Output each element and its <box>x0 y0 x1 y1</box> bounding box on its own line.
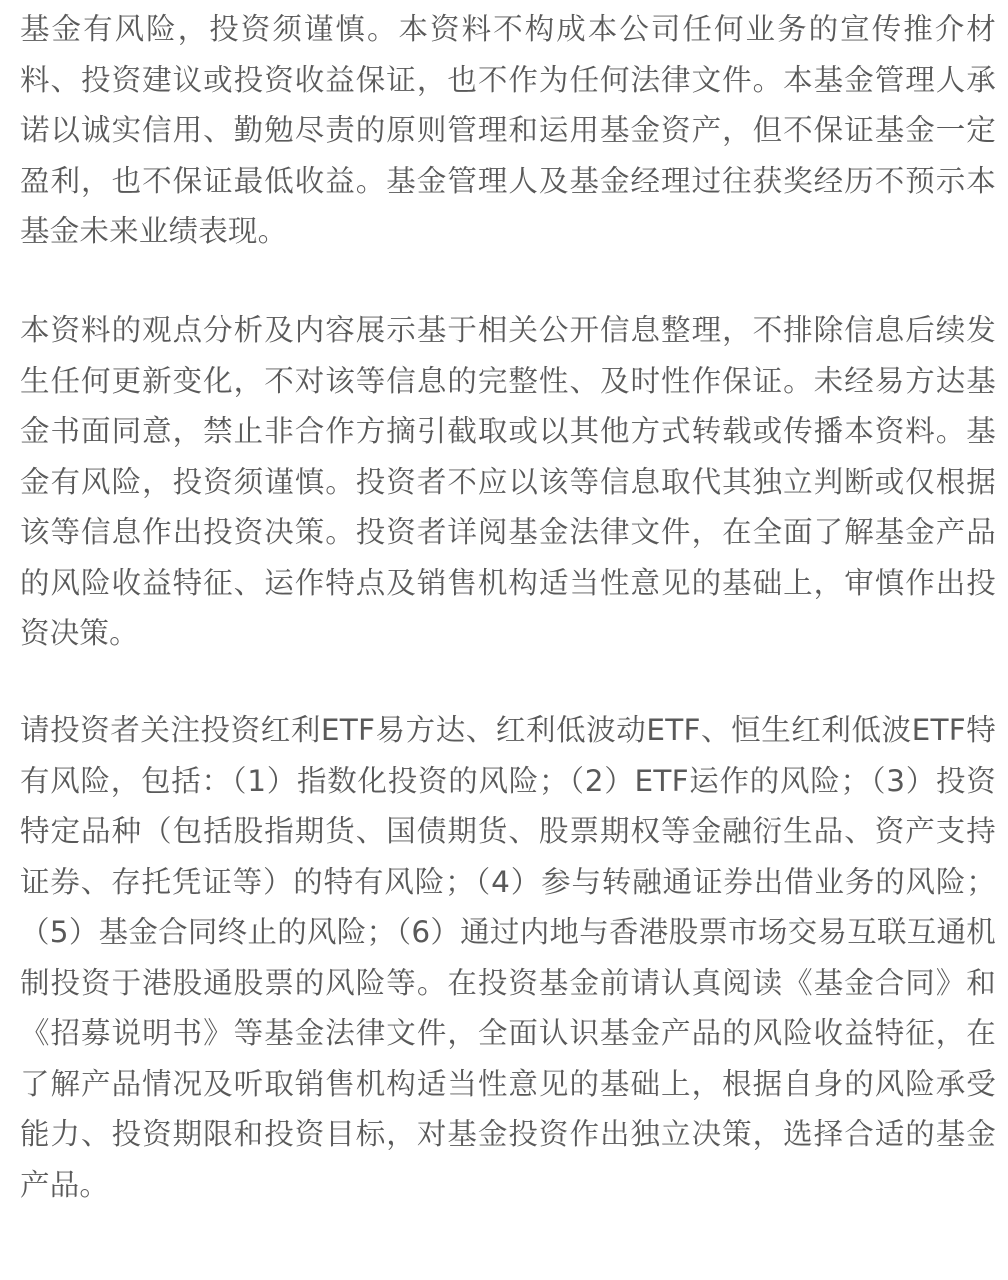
information-source-paragraph: 本资料的观点分析及内容展示基于相关公开信息整理，不排除信息后续发生任何更新变化，不对该等信息的完整性、及时性作保证。未经易方达基金书面同意，禁止非合作方摘引截取或以其他方式转载或传播本资料。基金有风险，投资须谨慎。投资者不应以该等信息取代其独立判断或仅根据该等信息作出投资决策。投资者详阅基金法律文件，在全面了解基金产品的风险收益特征、运作特点及销售机构适当性意见的基础上，审慎作出投资决策。 <box>20 313 996 650</box>
etf-specific-risk-paragraph: 请投资者关注投资红利ETF易方达、红利低波动ETF、恒生红利低波ETF特有风险，包括：（1）指数化投资的风险；（2）ETF运作的风险；（3）投资特定品种（包括股指期货、国债期货、股票期权等金融衍生品、资产支持证券、存托凭证等）的特有风险；（4）参与转融通证券出借业务的风险；（5）基金合同终止的风险；（6）通过内地与香港股票市场交易互联互通机制投资于港股通股票的风险等。在投资基金前请认真阅读《基金合同》和《招募说明书》等基金法律文件，全面认识基金产品的风险收益特征，在了解产品情况及听取销售机构适当性意见的基础上，根据自身的风险承受能力、投资期限和投资目标，对基金投资作出独立决策，选择合适的基金产品。 <box>20 713 996 1202</box>
risk-disclaimer-paragraph: 基金有风险，投资须谨慎。本资料不构成本公司任何业务的宣传推介材料、投资建议或投资收益保证，也不作为任何法律文件。本基金管理人承诺以诚实信用、勤勉尽责的原则管理和运用基金资产，但不保证基金一定盈利，也不保证最低收益。基金管理人及基金经理过往获奖经历不预示本基金未来业绩表现。 <box>20 12 996 248</box>
